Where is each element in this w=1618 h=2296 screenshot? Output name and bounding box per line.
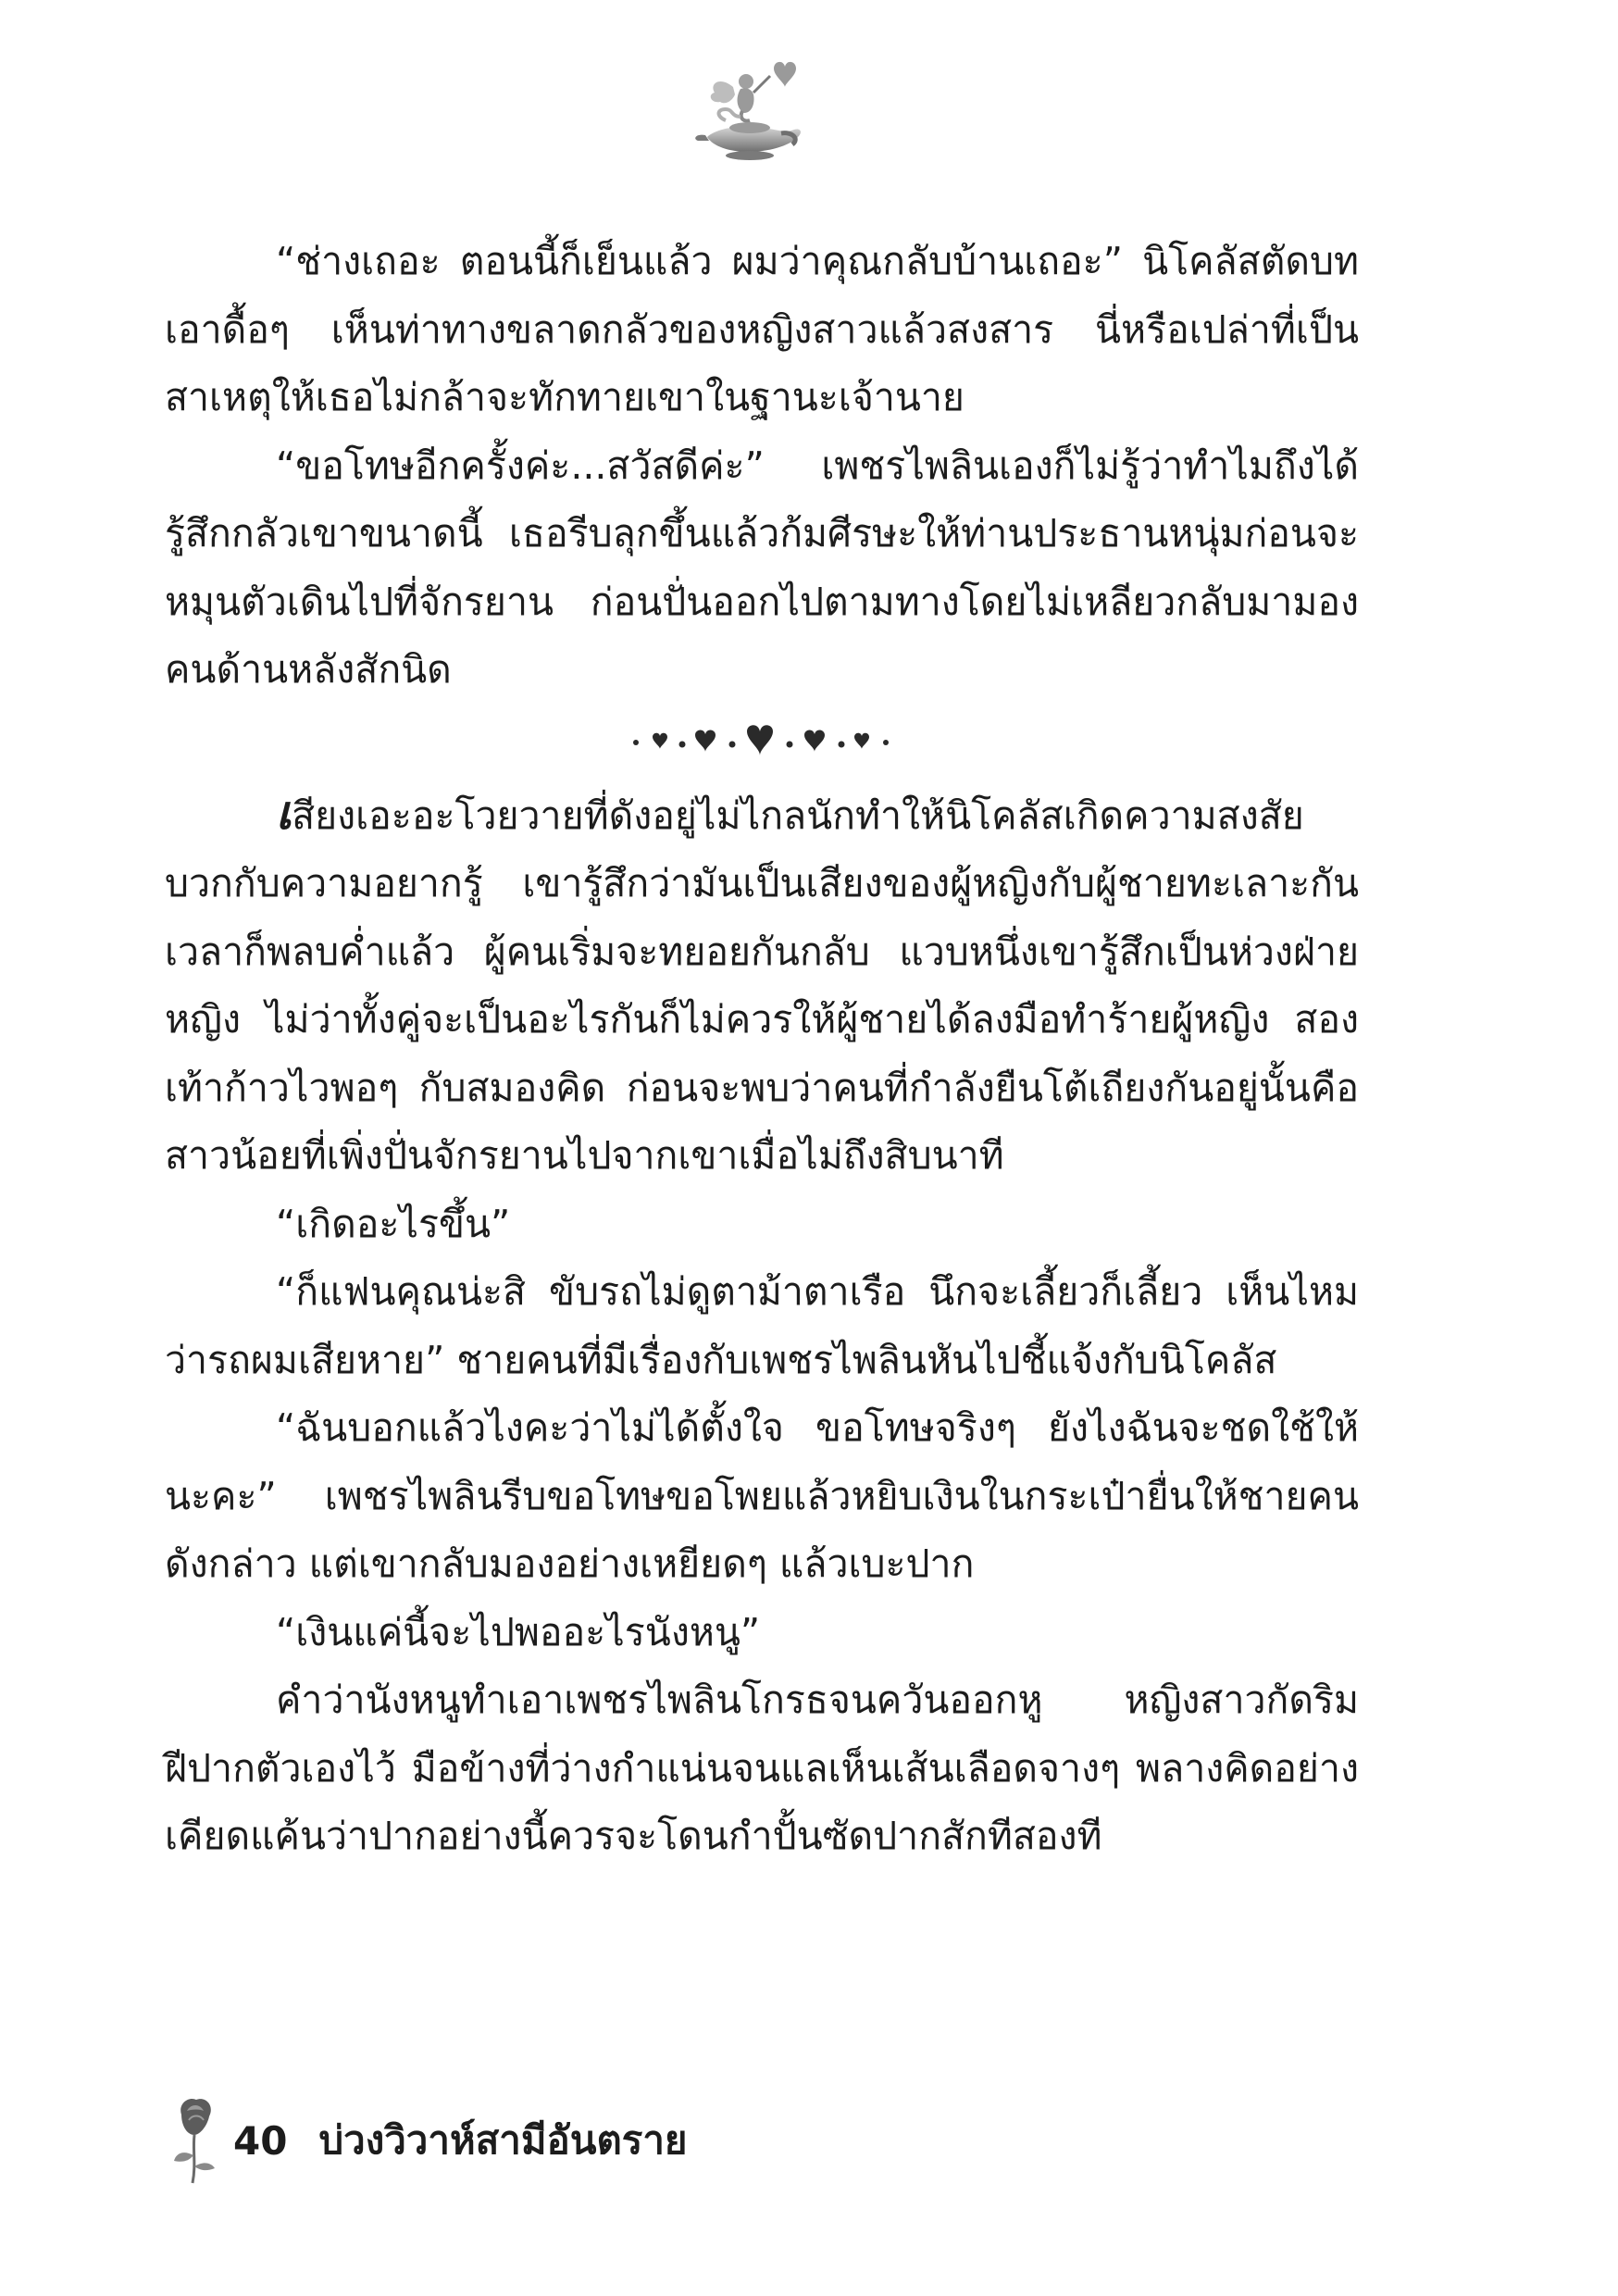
paragraph: “ขอโทษอีกครั้งค่ะ...สวัสดีค่ะ” เพชรไพลินเองก็ไม่รู้ว่าทำไมถึงได้รู้สึกกลัวเขาขนาดนี้ เธอรีบลุกขึ้นแล้วก้มศีรษะให้ท่านประธานหนุ่มก่อนจะหมุนตัวเดินไปที่จักรยาน ก่อนปั่นออกไปตามทางโดยไม่เหลียวกลับมามองคนด้านหลังสักนิด — [165, 443, 1359, 692]
hearts-divider-icon — [623, 718, 901, 765]
paragraph: “ก็แฟนคุณน่ะสิ ขับรถไม่ดูตาม้าตาเรือ นึกจะเลี้ยวก็เลี้ยว เห็นไหมว่ารถผมเสียหาย” ชายคนที่มีเรื่องกับเพชรไพลินหันไปชี้แจ้งกับนิโคลัส — [165, 1269, 1359, 1382]
dropcap-paragraph — [165, 779, 1359, 1191]
cupid-lamp-icon — [689, 56, 809, 167]
paragraph: “เงินแค่นี้จะไปพออะไรนังหนู” — [276, 1609, 761, 1654]
dropcap-letter: เ — [276, 784, 292, 840]
rose-icon — [168, 2094, 220, 2187]
book-title: บ่วงวิวาห์สามีอันตราย — [318, 2117, 688, 2163]
page-footer — [168, 2094, 688, 2187]
paragraph: คำว่านังหนูทำเอาเพชรไพลินโกรธจนควันออกหู หญิงสาวกัดริมฝีปากตัวเองไว้ มือข้างที่ว่างกำแน่นจนแลเห็นเส้นเลือดจางๆ พลางคิดอย่างเคียดแค้นว่าปากอย่างนี้ควรจะโดนกำปั้นซัดปากสักทีสองที — [165, 1678, 1359, 1858]
paragraph: “เกิดอะไรขึ้น” — [276, 1201, 511, 1246]
paragraph: “ช่างเถอะ ตอนนี้ก็เย็นแล้ว ผมว่าคุณกลับบ้านเถอะ” นิโคลัสตัดบทเอาดื้อๆ เห็นท่าทางขลาดกลัวของหญิงสาวแล้วสงสาร นี่หรือเปล่าที่เป็นสาเหตุให้เธอไม่กล้าจะทักทายเขาในฐานะเจ้านาย — [165, 239, 1359, 419]
body-text — [165, 228, 1359, 1871]
heart-separator — [165, 705, 1359, 779]
paragraph: “ฉันบอกแล้วไงคะว่าไม่ได้ตั้งใจ ขอโทษจริงๆ ยังไงฉันจะชดใช้ให้นะคะ” เพชรไพลินรีบขอโทษขอโพยแล้วหยิบเงินในกระเป๋ายื่นให้ชายคนดังกล่าว แต่เขากลับมองอย่างเหยียดๆ แล้วเบะปาก — [165, 1405, 1359, 1586]
page-number: 40 — [233, 2117, 288, 2164]
dropcap-paragraph-text: สียงเอะอะโวยวายที่ดังอยู่ไม่ไกลนักทำให้นิโคลัสเกิดความสงสัย บวกกับความอยากรู้ เขารู้สึกว่ามันเป็นเสียงของผู้หญิงกับผู้ชายทะเลาะกัน เวลาก็พลบค่ำแล้ว ผู้คนเริ่มจะทยอยกันกลับ แวบหนึ่งเขารู้สึกเป็นห่วงฝ่ายหญิง ไม่ว่าทั้งคู่จะเป็นอะไรกันก็ไม่ควรให้ผู้ชายได้ลงมือทำร้ายผู้หญิง สองเท้าก้าวไวพอๆ กับสมองคิด ก่อนจะพบว่าคนที่กำลังยืนโต้เถียงกันอยู่นั้นคือสาวน้อยที่เพิ่งปั่นจักรยานไปจากเขาเมื่อไม่ถึงสิบนาที — [165, 792, 1359, 1178]
